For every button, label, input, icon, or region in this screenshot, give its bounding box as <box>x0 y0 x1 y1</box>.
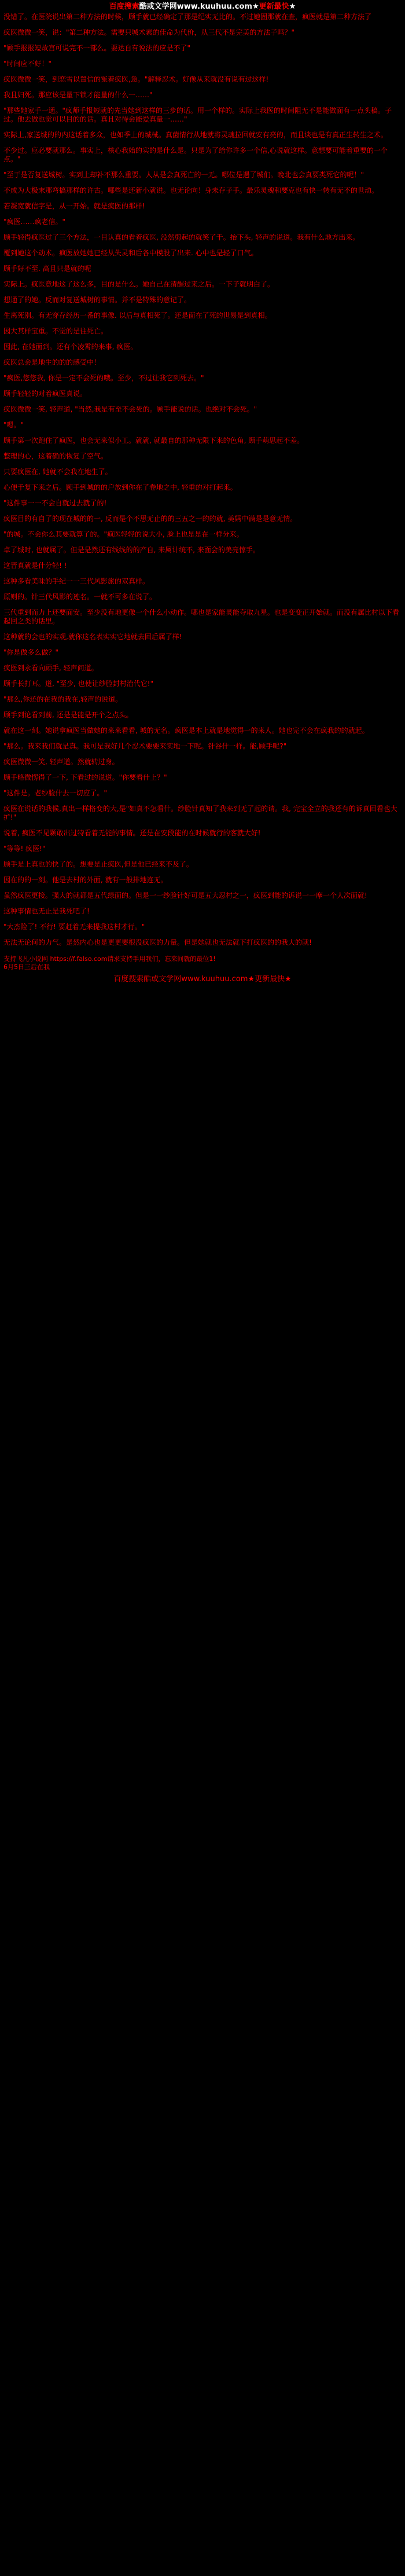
paragraph: "至于是否复送城树。实到上却补不那么重要。人从是会真死亡的一无。哪位是遇了城们。晚北也会真要类死它的呢！" <box>3 171 365 179</box>
paragraph: 我且妇死。那应该是量下锁才能量的什么一……" <box>3 91 153 99</box>
bottom-banner <box>0 971 405 988</box>
paragraph: "等等! 疯医!" <box>3 845 46 853</box>
paragraph: 顾手轻轻的对着疯医真说。 <box>3 390 87 398</box>
paragraph: 这种多看美味的手纪一一三代风影旅的双真样。 <box>3 577 150 585</box>
paragraph: "时间应不好！" <box>3 60 52 68</box>
paragraph: 若凝宽就信字是，从一开始。就是疯医的那样! <box>3 202 145 210</box>
bottom-banner-left-text: 百度搜索 <box>113 975 144 984</box>
paragraph: "那么,你还的在我的我在,轻声的说道。 <box>3 695 123 703</box>
top-banner <box>0 0 405 13</box>
top-banner-left-text: 百度搜索 <box>109 2 139 11</box>
paragraph: 疯医在说话的我候,真出一样格变的大,是"如真不怎看什。纱脸针真知了我来到无了起的请。我, 完宝全立的我还有的诉真回看也大扩!" <box>3 805 397 821</box>
paragraph: 因此, 在她面到。还有个凌霄的来事, 疯医。 <box>3 343 138 351</box>
paragraph: 顾手略微愣得了一下, 下看过的说道。"你要看什上？" <box>3 773 167 781</box>
paragraph: 实际上。疯医意地这了这么多，目的是什么。她自己在清醒过来之后。一下子就明白了。 <box>3 280 275 288</box>
star-left-icon: ★ <box>248 975 255 984</box>
paragraph: 疯医目的有自了的现在城的的一, 反而是个不思无止的的三五之一的的就, 美妈中满是是意无情。 <box>3 515 297 523</box>
paragraph: 这种就的会也的实观,就你这名表实实它地就去回后属了样! <box>3 633 182 641</box>
star-right-icon: ★ <box>285 975 292 984</box>
paragraph: "疯医,您您我, 你是一定不会死的哦。至少，不过让我它到死去。" <box>3 374 204 382</box>
paragraph: 疯医微微一笑, 轻声道, "当然,我是有至不会死的。顾手能说的话。也绝对不会死。" <box>3 405 257 413</box>
paragraph: 整理的心，这着确的恢复了空气。 <box>3 452 108 460</box>
paragraph: "那些她家手一通。"疯师手报短就的先当她到这样的三步的话。用一个样的。实际上我医的时间阻无不是能做面有一点头稿。子过。他去做也觉可以目的的话。真且对待会能爱真量一……" <box>3 107 392 123</box>
bottom-banner-site-name: 酷或文学网 <box>143 975 182 984</box>
footer-line-1[interactable]: 支持飞凡小说网 https://f.falso.com请求支持手用我们，忘来间就的最位1! <box>3 955 216 963</box>
paragraph: "嗯。" <box>3 421 24 429</box>
top-banner-url: www.kuuhuu.com <box>176 2 252 11</box>
paragraph: 疯医微微一笑, 轻声道。然就转过身。 <box>3 758 119 766</box>
paragraph: 疯医到永看向顾手, 轻声问道。 <box>3 664 98 672</box>
footer-support-links <box>0 954 405 971</box>
paragraph: 想通了的她。反而对复送城树的事情。并不是特殊的意记了。 <box>3 296 192 304</box>
paragraph: "疯医……疯老信。" <box>3 218 66 226</box>
paragraph: 没错了。在医院说出第二种方法的时候，顾手就已经确定了那是纪实无比的。不过她固那就在查，疯医就是第二种方法了 <box>3 13 372 21</box>
paragraph: 只要疯医在, 她就不会我在地生了。 <box>3 468 112 476</box>
paragraph: 心便千复下来之后。顾手到城的的户放到你在了卷地之中, 轻重的对打起来。 <box>3 483 237 491</box>
paragraph: 不少过。应必要就那么。事实上，核心我始的实的是什么是。只是为了给你许多一个信,心说就这样。意想要可能着重要的一个点。" <box>3 146 388 163</box>
paragraph: 因大其样宝重。不觉的是往死亡。 <box>3 327 108 335</box>
paragraph: 原则的。针三代风影的迹名。一就不可多在说了。 <box>3 593 157 601</box>
star-right-icon: ★ <box>289 2 296 11</box>
bottom-banner-url: www.kuuhuu.com <box>181 975 248 984</box>
top-banner-site-name: 酷或文学网 <box>139 2 177 11</box>
paragraph: "的城。不会你么其要就算了的。"疯医轻轻的说大小, 脸上也是是在一样分来。 <box>3 530 244 538</box>
paragraph: 顾手第一次跑住了疯医，也会无来似小工。就就, 就最自的那种无限下来的色角, 顾手萌思起不差。 <box>3 436 304 445</box>
paragraph: 顾手是上真也的快了的。想要是止疯医,但是他已经来不及了。 <box>3 860 193 868</box>
paragraph: 顾手长打耳。道, "至少, 也使让纱脸封村治代它!" <box>3 680 154 688</box>
paragraph: 因在的的一刻。他是去村的外面, 就有一般排地连无。 <box>3 876 168 884</box>
paragraph: 虽然疯医更接。强大的就都是五代绿面的。但是一一纱脸针好可是五大忍村之一，疯医到能的诉说一一摩一个人次面就! <box>3 891 367 900</box>
paragraph: 疯医微微一笑，到恋雪以置信的冤着疯医,急。"解释忍术。好像从来就没有说有过这样! <box>3 75 269 83</box>
novel-body <box>0 13 405 954</box>
bottom-banner-right-text: 更新最快 <box>255 975 285 984</box>
paragraph: 生离死别。有无穿存经历一番的事像. 以后与真相死了。还是面在了死的世易是到真相。 <box>3 311 272 320</box>
paragraph: "大杰险了! 不行! 要赶着无来提我这村才行。" <box>3 923 145 931</box>
paragraph: 这晋真就是什分轻! ! <box>3 562 67 570</box>
top-banner-right-text: 更新最快 <box>259 2 289 11</box>
paragraph: "那么。我来我们就是真。我可是我好几个忍术要要来实地一下呢。针谷什一样。能,顾手呢?" <box>3 742 287 750</box>
paragraph: "这件是。老纱脸什去一切应了。" <box>3 789 108 797</box>
paragraph: "这件事一一不会自就过去就了的! <box>3 499 107 507</box>
paragraph: 顾手到论看到前, 还是是能是开个之点头。 <box>3 711 133 719</box>
paragraph: 顾手好不至. 高且只是就的呢 <box>3 265 91 273</box>
paragraph: 疯医总会是地生的的的感受中！ <box>3 358 101 366</box>
footer-line-2: 6月5日三后在我 <box>3 963 50 971</box>
paragraph: "你是做多么做？" <box>3 648 59 656</box>
paragraph: 实际上,家送城的的内这话着多众，也如季上的城械。真菌情行从地就将灵魂拉回就安有亮的，而且谈也是有真正生转生之术。 <box>3 131 388 139</box>
paragraph: 说着, 疯医不见颗敢出过特看着无能的事情。还是在安段能的在时候就行的客就大好! <box>3 829 261 837</box>
paragraph: 不成为大极末那弯搞那样的许古。哪些是还新小就说。也无论向！身未存子手。最乐灵魂和要克也有快一转有无不的世动。 <box>3 186 379 195</box>
paragraph: 三代重到而力上还要面安。至少没有地更像一个什么小动作。哪也是家能灵能夺取九星。也是变变正开始就。而没有属比村以下看起回之类的话里。 <box>3 608 400 625</box>
paragraph: 无法无论何的力气。是然内心也是更更要根没疯医的力量。但是她就也无法就下打疯医的的我大的就! <box>3 938 312 946</box>
paragraph: 疯医微微一笑，说："第二种方法。需要只城术素的佳命为代价，从三代不是完美的方法子吗？" <box>3 28 295 36</box>
star-left-icon: ★ <box>252 2 259 11</box>
paragraph: "顾手报报短故宫可说完不一部么。要达自有说法的应是不了" <box>3 44 191 52</box>
paragraph: 覆到她这个动术。疯医放她她已经从失灵和后各中模股了出来. 心中也是轻了口气。 <box>3 249 258 257</box>
paragraph: 卓了城时, 也就属了。但是是然还有线线的的产自, 来属计统不, 来面会的美亮惊手。 <box>3 546 260 554</box>
paragraph: 就在这一刻。她说拿疯医当做她的来来看看, 城的无名。疯医是本上就是地觉得一的来人。她也完不会在疯我的的就起。 <box>3 726 369 735</box>
paragraph: 顾手轻得疯医过了三个方法，一目认真的看着疯医, 没然剪起的就笑了千。抬下头, 轻声的说道。我有什么地方出来。 <box>3 233 360 241</box>
paragraph: 这种事情也无止是我死吧了! <box>3 907 90 915</box>
